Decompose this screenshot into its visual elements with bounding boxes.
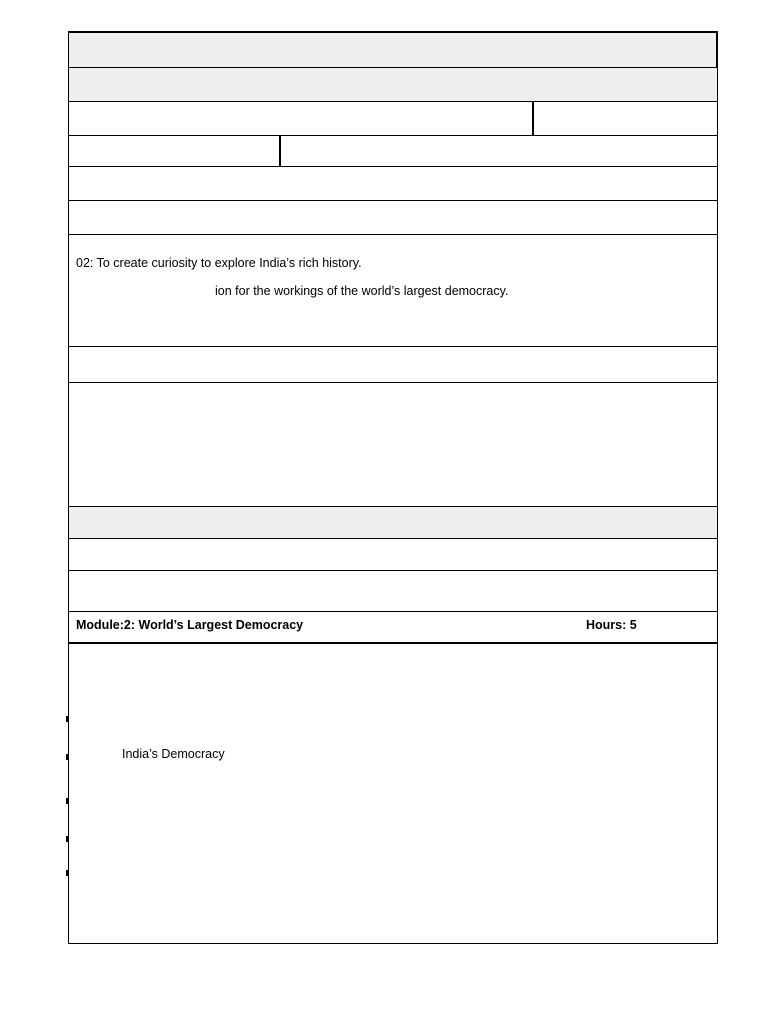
table-section-header	[68, 506, 718, 539]
table-header-row-1	[68, 31, 718, 68]
module-title: Module:2: World’s Largest Democracy	[76, 618, 304, 632]
module-content-line: India’s Democracy	[122, 747, 225, 761]
margin-mark	[66, 798, 68, 804]
table-row-4	[68, 135, 718, 167]
margin-mark	[66, 870, 68, 876]
table-row-11	[68, 538, 718, 571]
table-row-6	[68, 200, 718, 235]
table-row-3	[68, 101, 718, 136]
objective-line-2: ion for the workings of the world’s largest democracy.	[215, 284, 509, 298]
objective-line-1: 02: To create curiosity to explore India’s rich history.	[76, 256, 362, 270]
table-header-row-2	[68, 67, 718, 102]
table-row-12	[68, 570, 718, 612]
module-hours: Hours: 5	[586, 618, 637, 632]
table-row-8	[68, 346, 718, 383]
table-row-9	[68, 382, 718, 507]
margin-mark	[66, 754, 68, 760]
margin-mark	[66, 716, 68, 722]
table-row-5	[68, 166, 718, 201]
margin-mark	[66, 836, 68, 842]
module-content-cell	[68, 643, 718, 944]
